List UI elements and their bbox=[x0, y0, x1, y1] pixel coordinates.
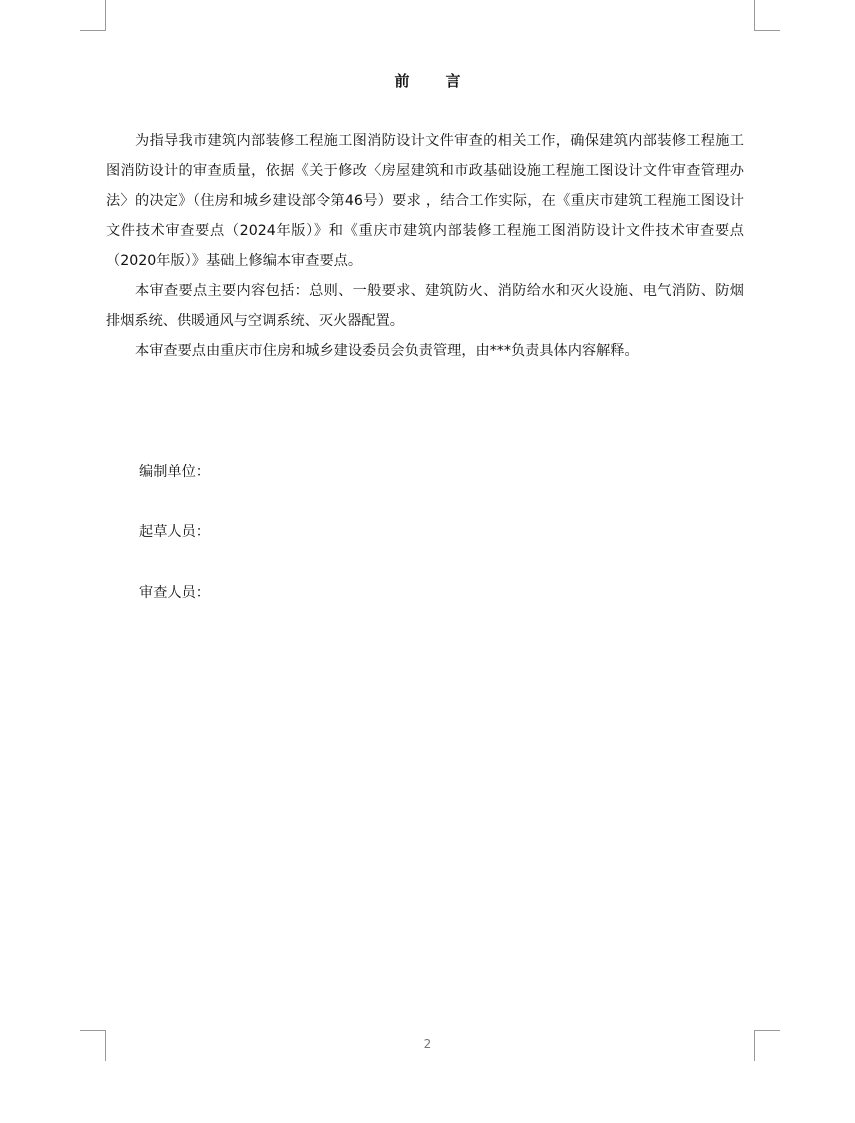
page-title: 前言 bbox=[394, 72, 497, 90]
compiler-label: 编制单位： bbox=[139, 464, 210, 480]
paragraph-contents: 本审查要点主要内容包括：总则、一般要求、建筑防火、消防给水和灭火设施、电气消防、防烟排烟系统、供暖通风与空调系统、灭火器配置。 bbox=[106, 283, 744, 329]
preface-body bbox=[106, 126, 744, 366]
drafter-label: 起草人员： bbox=[139, 524, 210, 540]
paragraph-management: 本审查要点由重庆市住房和城乡建设委员会负责管理，由***负责具体内容解释。 bbox=[135, 343, 639, 359]
crop-mark-top-left bbox=[80, 0, 106, 31]
paragraph-purpose: 为指导我市建筑内部装修工程施工图消防设计文件审查的相关工作，确保建筑内部装修工程施工图消防设计的审查质量，依据《关于修改〈房屋建筑和市政基础设施工程施工图设计文件审查管理办法〉的决定》（住房和城乡建设部令第46号）要求 ，结合工作实际，在《重庆市建筑工程施工图设计文件技术审查要点（2024年版）》和《重庆市建筑内部装修工程施工图消防设计文件技术审查要点（2020年版）》基础上修编本审查要点。 bbox=[106, 133, 744, 269]
page-number: 2 bbox=[423, 1037, 432, 1051]
crop-mark-top-right bbox=[754, 0, 780, 31]
reviewer-label: 审查人员： bbox=[139, 585, 210, 601]
